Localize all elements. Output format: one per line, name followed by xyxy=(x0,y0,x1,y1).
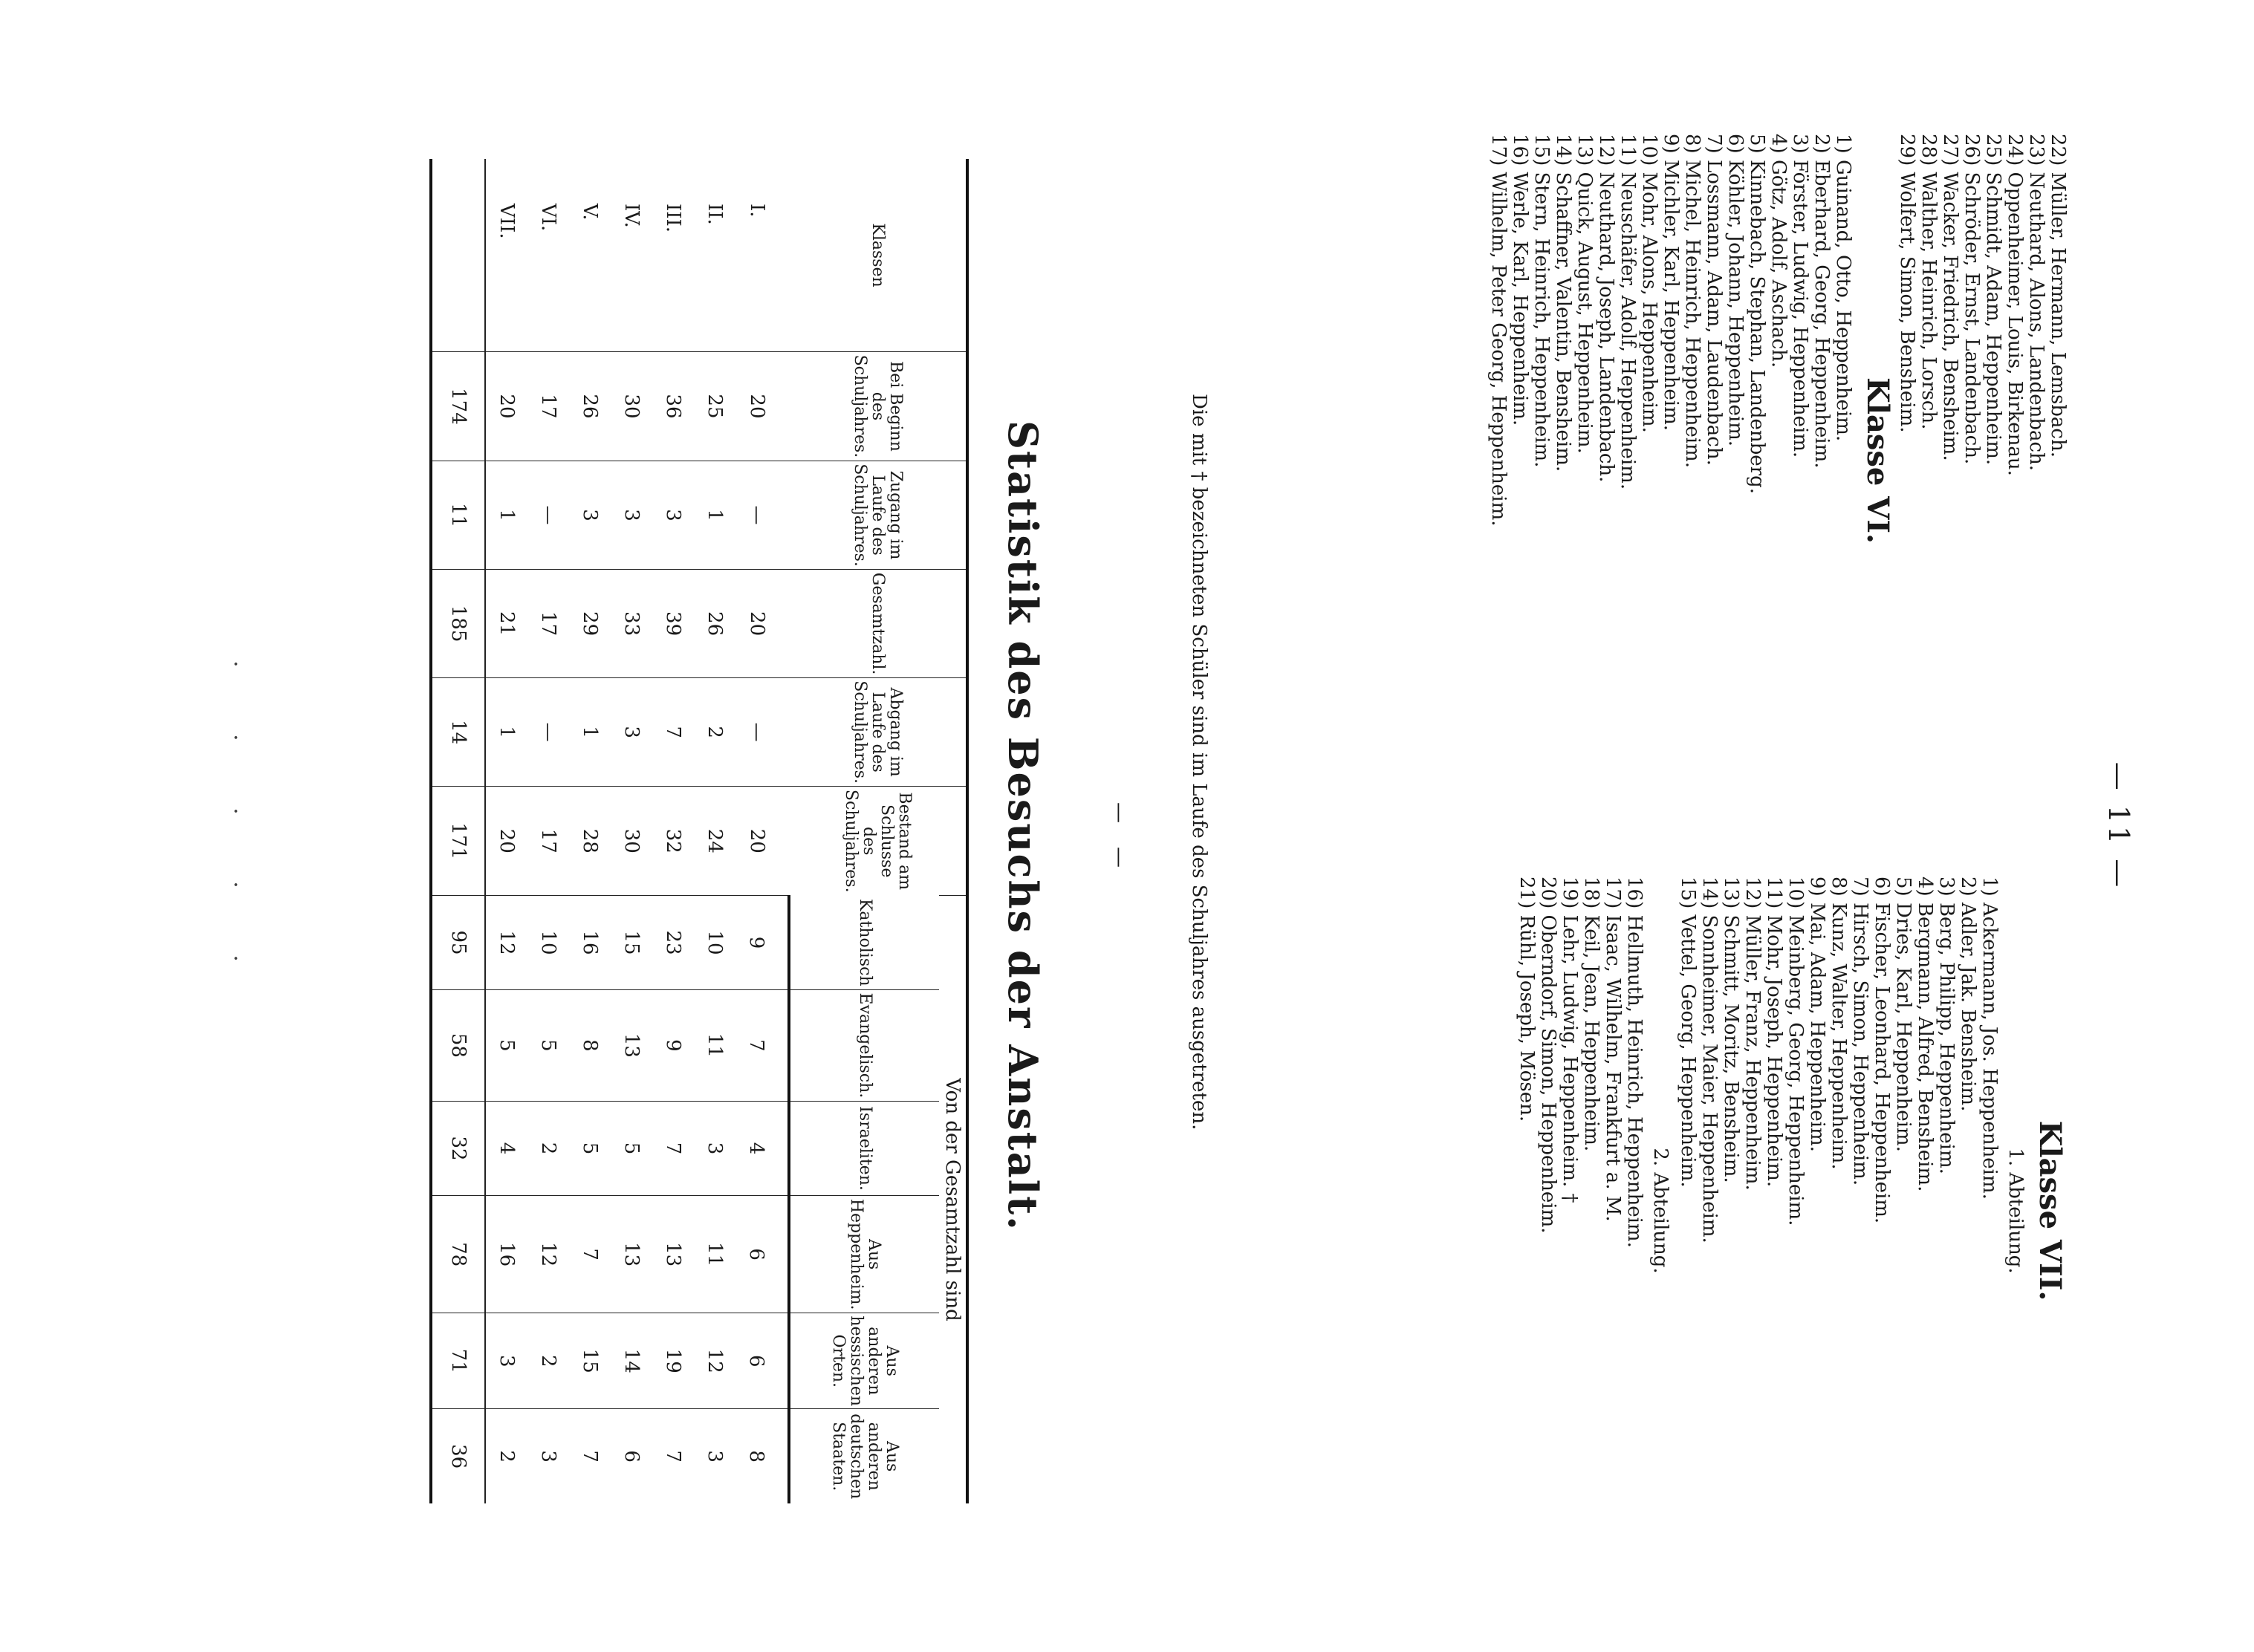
total-cell: 171 xyxy=(431,787,485,896)
student-entry: 20) Oberndorf, Simon, Heppenheim. xyxy=(1537,877,1559,1234)
total-cell: 11 xyxy=(431,461,485,570)
table-cell: 16 xyxy=(569,896,611,990)
separator-dash: — xyxy=(1108,802,1132,823)
class-label: IV. xyxy=(620,204,643,228)
student-entry: 1) Ackermann, Jos. Heppenheim. xyxy=(1978,877,2001,1200)
table-cell: 10 xyxy=(527,896,569,990)
table-cell: 21 xyxy=(485,570,527,678)
separator-dash: — xyxy=(1108,847,1132,868)
table-cell: 7 xyxy=(735,990,789,1102)
table-cell: 26 xyxy=(569,352,611,461)
student-entry: 5) Kinnebach, Stephan, Landenberg. xyxy=(1746,134,1768,495)
student-entry: 24) Oppenheimer, Louis, Birkenau. xyxy=(2004,134,2026,476)
table-cell: 1 xyxy=(485,677,527,787)
student-entry: 3) Berg, Philipp, Heppenheim. xyxy=(1935,877,1958,1174)
table-cell: 1 xyxy=(569,677,611,787)
table-cell: 4 xyxy=(735,1101,789,1196)
header-aus-heppenheim: Aus Heppenheim. xyxy=(789,1196,939,1313)
table-cell: 17 xyxy=(527,352,569,461)
right-column xyxy=(1516,877,2068,1545)
total-cell: 71 xyxy=(431,1313,485,1409)
student-entry: 25) Schmidt, Adam, Heppenheim. xyxy=(1982,134,2004,466)
total-cell: 32 xyxy=(431,1101,485,1196)
student-entry: 4) Bergmann, Alfred, Bensheim. xyxy=(1914,877,1936,1192)
table-row xyxy=(527,159,569,1503)
student-entry: 3) Förster, Ludwig, Heppenheim. xyxy=(1789,134,1811,458)
table-cell: 26 xyxy=(694,570,735,678)
table-cell: 17 xyxy=(527,787,569,896)
table-cell: 17 xyxy=(527,570,569,678)
student-entry: 15) Vettel, Georg, Heppenheim. xyxy=(1677,877,1699,1188)
student-entry: 17) Wilhelm, Peter Georg, Heppenheim. xyxy=(1487,134,1510,527)
table-cell: 7 xyxy=(652,1101,694,1196)
header-group: Von der Gesamtzahl sind xyxy=(939,896,967,1503)
class-label: VII. xyxy=(496,204,518,239)
table-cell: 5 xyxy=(527,990,569,1102)
table-cell: 11 xyxy=(694,990,735,1102)
student-entry: 18) Keil, Jean, Heppenheim. xyxy=(1580,877,1602,1152)
student-entry: 6) Köhler, Johann, Heppenheim. xyxy=(1724,134,1747,447)
continuation-list xyxy=(1896,134,2068,787)
student-entry: 14) Sonnheimer, Maier, Heppenheim. xyxy=(1698,877,1721,1243)
table-row xyxy=(611,159,652,1503)
table-cell: 4 xyxy=(485,1101,527,1196)
table-cell: 20 xyxy=(735,787,789,896)
class-label: I. xyxy=(746,204,768,218)
header-katholisch: Katholisch xyxy=(789,896,939,990)
totals-row xyxy=(431,159,485,1503)
table-cell: 3 xyxy=(611,677,652,787)
student-entry: 8) Michel, Heinrich, Heppenheim. xyxy=(1681,134,1704,468)
table-cell: 3 xyxy=(694,1409,735,1503)
table-cell: 36 xyxy=(652,352,694,461)
section-1-heading: 1. Abteilung. xyxy=(2004,1148,2027,1274)
header-klassen: Klassen xyxy=(789,159,967,352)
table-cell: — xyxy=(527,677,569,787)
statistics-table xyxy=(429,159,969,1503)
class-label: V. xyxy=(579,204,601,221)
table-cell: 3 xyxy=(611,461,652,570)
table-cell: 19 xyxy=(652,1313,694,1409)
table-cell: 3 xyxy=(652,461,694,570)
header-abgang: Abgang im Laufe des Schuljahres. xyxy=(789,677,967,787)
student-entry: 5) Dries, Karl, Heppenheim. xyxy=(1892,877,1914,1152)
table-row xyxy=(485,159,527,1503)
left-column xyxy=(1487,134,2068,787)
table-cell: 13 xyxy=(652,1196,694,1313)
student-entry: 1) Guinand, Otto, Heppenheim. xyxy=(1832,134,1854,442)
table-cell: 2 xyxy=(527,1101,569,1196)
student-entry: 26) Schröder, Ernst, Landenbach. xyxy=(1961,134,1983,465)
header-bestand: Bestand am Schlusse des Schuljahres. xyxy=(789,787,967,896)
student-entry: 13) Schmitt, Moritz, Bensheim. xyxy=(1720,877,1742,1183)
table-cell: 6 xyxy=(735,1196,789,1313)
table-cell: 15 xyxy=(611,896,652,990)
table-cell: 3 xyxy=(569,461,611,570)
table-cell: 30 xyxy=(611,787,652,896)
table-cell: 39 xyxy=(652,570,694,678)
student-entry: 15) Stern, Heinrich, Heppenheim. xyxy=(1530,134,1553,468)
table-cell: 14 xyxy=(611,1313,652,1409)
statistics-body xyxy=(431,159,789,1503)
table-cell: 3 xyxy=(527,1409,569,1503)
table-cell: 2 xyxy=(694,677,735,787)
total-cell xyxy=(431,159,485,352)
table-cell: 7 xyxy=(652,1409,694,1503)
header-beginn: Bei Beginn des Schuljahres. xyxy=(789,352,967,461)
class-label: II. xyxy=(704,204,726,225)
klasse-vii-heading: Klasse VII. xyxy=(2033,1120,2068,1301)
table-cell: 1 xyxy=(694,461,735,570)
table-row xyxy=(694,159,735,1503)
table-cell: 7 xyxy=(569,1196,611,1313)
table-cell: 13 xyxy=(611,1196,652,1313)
class-label: VI. xyxy=(537,204,559,232)
student-entry: 27) Wacker, Friedrich, Bensheim. xyxy=(1939,134,1961,461)
student-entry: 16) Werle, Karl, Heppenheim. xyxy=(1509,134,1531,426)
table-cell: 28 xyxy=(569,787,611,896)
table-cell: 11 xyxy=(694,1196,735,1313)
table-cell: 6 xyxy=(735,1313,789,1409)
table-cell: 6 xyxy=(611,1409,652,1503)
table-cell: 24 xyxy=(694,787,735,896)
table-cell: — xyxy=(527,461,569,570)
table-row xyxy=(735,159,789,1503)
footnote: Die mit † bezeichneten Schüler sind im Laufe des Schuljahres ausgetreten. xyxy=(1188,394,1210,1131)
total-cell: 78 xyxy=(431,1196,485,1313)
table-cell: 5 xyxy=(485,990,527,1102)
student-entry: 12) Neuthard, Joseph, Landenbach. xyxy=(1595,134,1617,483)
student-entry: 22) Müller, Hermann, Lemsbach. xyxy=(2047,134,2069,458)
student-entry: 23) Neuthard, Alons, Landenbach. xyxy=(2025,134,2047,472)
table-cell: 13 xyxy=(611,990,652,1102)
student-entry: 9) Michler, Karl, Heppenheim. xyxy=(1660,134,1682,432)
table-cell: 15 xyxy=(569,1313,611,1409)
student-entry: 7) Hirsch, Simon, Heppenheim. xyxy=(1849,877,1871,1186)
table-cell: 9 xyxy=(735,896,789,990)
table-row xyxy=(569,159,611,1503)
table-cell: 16 xyxy=(485,1196,527,1313)
student-entry: 10) Mohr, Alons, Heppenheim. xyxy=(1638,134,1660,433)
table-cell: 5 xyxy=(569,1101,611,1196)
table-row xyxy=(652,159,694,1503)
table-cell: 2 xyxy=(485,1409,527,1503)
table-cell: 5 xyxy=(611,1101,652,1196)
table-cell: 20 xyxy=(485,787,527,896)
table-cell: 1 xyxy=(485,461,527,570)
table-cell: 7 xyxy=(569,1409,611,1503)
header-aus-hessischen-orten: Aus anderen hessischen Orten. xyxy=(789,1313,939,1409)
table-cell: 23 xyxy=(652,896,694,990)
header-evangelisch: Evangelisch. xyxy=(789,990,939,1102)
student-entry: 21) Rühl, Joseph, Mösen. xyxy=(1516,877,1538,1122)
student-entry: 29) Wolfert, Simon, Bensheim. xyxy=(1896,134,1918,433)
header-aus-deutschen-staaten: Aus anderen deutschen Staaten. xyxy=(789,1409,939,1503)
table-cell: 10 xyxy=(694,896,735,990)
student-entry: 28) Walther, Heinrich, Lorsch. xyxy=(1917,134,1940,430)
student-entry: 16) Hellmuth, Heinrich, Heppenheim. xyxy=(1623,877,1646,1248)
student-entry: 10) Meinberg, Georg, Heppenheim. xyxy=(1784,877,1807,1226)
student-entry: 12) Müller, Franz, Heppenheim. xyxy=(1741,877,1764,1191)
table-cell: 33 xyxy=(611,570,652,678)
table-cell: 12 xyxy=(485,896,527,990)
table-cell: 3 xyxy=(485,1313,527,1409)
table-cell: 8 xyxy=(735,1409,789,1503)
student-entry: 2) Adler, Jak. Bensheim. xyxy=(1957,877,1979,1112)
total-cell: 36 xyxy=(431,1409,485,1503)
student-entry: 9) Mai, Adam, Heppenheim. xyxy=(1806,877,1828,1152)
table-cell: 20 xyxy=(735,352,789,461)
total-cell: 95 xyxy=(431,896,485,990)
table-cell: 32 xyxy=(652,787,694,896)
student-entry: 13) Quick, August, Heppenheim. xyxy=(1573,134,1596,454)
table-cell: — xyxy=(735,677,789,787)
klasse-vii-section-2-list xyxy=(1516,877,1645,1545)
klasse-vii-section-1-list xyxy=(1677,877,2000,1545)
edge-marks: · · · · · xyxy=(222,660,248,992)
table-cell: 20 xyxy=(485,352,527,461)
total-cell: 14 xyxy=(431,677,485,787)
student-entry: 6) Fischer, Leonhard, Heppenheim. xyxy=(1871,877,1893,1224)
table-cell: 3 xyxy=(694,1101,735,1196)
klasse-vi-heading: Klasse VI. xyxy=(1860,377,1895,544)
student-entry: 11) Mohr, Joseph, Heppenheim. xyxy=(1763,877,1785,1188)
student-entry: 4) Götz, Adolf, Aschach. xyxy=(1767,134,1790,368)
student-entry: 11) Neuschäfer, Adolf, Heppenheim. xyxy=(1617,134,1639,490)
header-israeliten: Israeliten. xyxy=(789,1101,939,1196)
student-entry: 17) Isaac, Wilhelm, Frankfurt a. M. xyxy=(1602,877,1624,1222)
total-cell: 58 xyxy=(431,990,485,1102)
page-number: — 11 — xyxy=(2102,761,2135,891)
table-cell: 9 xyxy=(652,990,694,1102)
student-entry: 19) Lehr, Ludwig, Heppenheim. † xyxy=(1559,877,1581,1203)
section-2-heading: 2. Abteilung. xyxy=(1649,1148,1672,1274)
total-cell: 174 xyxy=(431,352,485,461)
header-gesamtzahl: Gesamtzahl. xyxy=(789,570,967,678)
klasse-vi-list xyxy=(1487,134,1854,787)
student-entry: 8) Kunz, Walter, Heppenheim. xyxy=(1828,877,1850,1170)
student-entry: 7) Lossmann, Adam, Laudenbach. xyxy=(1703,134,1725,466)
student-entry: 2) Eberhard, Georg, Heppenheim. xyxy=(1810,134,1833,469)
total-cell: 185 xyxy=(431,570,485,678)
table-cell: 8 xyxy=(569,990,611,1102)
student-entry: 14) Schaffner, Valentin, Bensheim. xyxy=(1552,134,1574,472)
table-cell: 25 xyxy=(694,352,735,461)
table-cell: 7 xyxy=(652,677,694,787)
class-label: III. xyxy=(662,204,684,233)
statistics-title: Statistik des Besuchs der Anstalt. xyxy=(999,420,1047,1232)
table-cell: 12 xyxy=(527,1196,569,1313)
table-cell: 30 xyxy=(611,352,652,461)
table-cell: — xyxy=(735,461,789,570)
header-zugang: Zugang im Laufe des Schuljahres. xyxy=(789,461,967,570)
table-cell: 12 xyxy=(694,1313,735,1409)
table-cell: 29 xyxy=(569,570,611,678)
table-cell: 2 xyxy=(527,1313,569,1409)
table-cell: 20 xyxy=(735,570,789,678)
